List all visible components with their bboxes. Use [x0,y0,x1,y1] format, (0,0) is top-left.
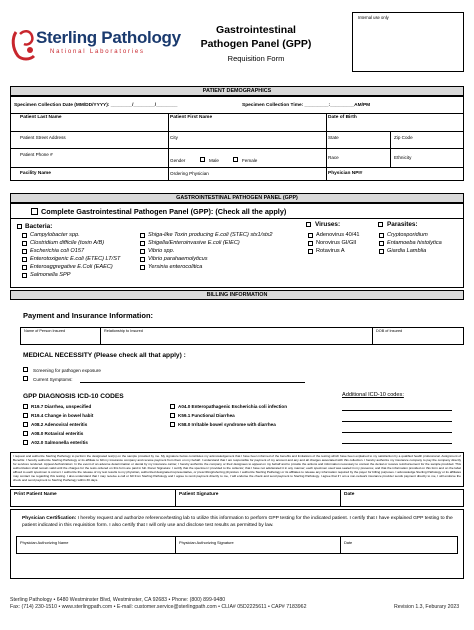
icd-code-label: A02.0 Salmonella enteritis [31,440,88,445]
icd-code-label: K58.0 Irritable bowel syndrome with diarrhea [178,422,276,427]
gpp-parasites-checkbox[interactable] [379,233,384,238]
bacteria-title: Bacteria: [25,223,53,230]
race-field[interactable]: Race [328,155,339,160]
phone-field[interactable]: Patient Phone # [20,152,53,157]
icd-checkbox[interactable] [23,431,28,436]
payment-title: Payment and Insurance Information: [23,311,154,320]
insured-name-field[interactable]: Name of Person Insured [24,329,66,333]
collection-date-field[interactable]: Specimen Collection Date (MM/DD/YYYY): ________/________/________ [14,103,178,108]
gpp-bacteria2-label: Vibrio parahaemolyticus [148,256,208,262]
page-title-line2: Pathogen Panel (GPP) [200,38,312,50]
logo [10,26,185,66]
additional-icd-line-4[interactable] [342,443,452,444]
physician-npi-field[interactable]: Physician NPI# [328,171,363,176]
gpp-bacteria2-label: Vibrio spp. [148,248,175,254]
gpp-bacteria-checkbox[interactable] [22,249,27,254]
patient-demographics-header: PATIENT DEMOGRAPHICS [10,86,464,96]
parasites-title: Parasites: [387,221,418,228]
icd-code-label: R19.7 Diarrhea, unspecified [31,404,92,409]
patient-signature-field[interactable]: Patient Signature [179,492,219,497]
gpp-viruses-checkbox[interactable] [308,249,313,254]
gpp-parasites-label: Giardia Lamblia [387,248,427,254]
legal-text: I request and authorize Sterling Pathology to perform the designated test(s) on the sample provided by me. My signature below constitutes my acknowledgement that I have been informed of the benefits and limitations of the testing which have been explained to my satisfaction by a qualified health professional. Assignment of Benefits: I hereby authorize Sterling Pathology or its affiliate to bill my insurance company and receive payment from them on my behalf. I understand that I am responsible for payment of my account and any and all charges associated with this collection. I hereby authorize my insurance company to pay the company directly for services rendered. Appeal Authorization: In the event of an adverse determination or denial by my insurance carrier, I hereby authorize the company or their designees to appeal on my behalf and to provide the actions and information necessary to contest the denial or receive reimbursement for the sample provided. This authorization shall remain valid until the charges for the tests ordered on this form are paid in full. Donor Signature: I certify that the specimen I provided to the collector; that I have not adulterated it in any manner; each specimen used was sealed in my presence; and that the information provided on this form and on the label affixed to each specimen is correct. I authorize the release of my test results to my physician, authorized designated representative, or prescribing/referring physician. I authorize Sterling Pathology or its affiliates to release any information required by the payer for billing purposes. I acknowledge Sterling Pathology or its affiliates may contact me regarding this testing. I also understand that I may receive a call or bill from Sterling Pathology and I agree to remit payment directly to me, I will endorse the check and send payment to Sterling Pathology. I agree that if I am a non-network insurance provider sends payment directly to me, I will endorse the check and send payment to Sterling Pathology within 30 days. [13,454,461,483]
gpp-viruses-label: Rotavirus A [316,248,345,254]
icd-checkbox[interactable] [170,422,175,427]
gpp-parasites-label: Entamoeba histolytica [387,240,442,246]
certification-body: I hereby request and authorize reference/testing lab to utilize this information to perform GPP testing for the indicated patient. I certify that I have explained GPP testing to the patient indicated in this requisition form. I also certify that I will only use and disclose test results as permitted by law. [22,516,453,528]
complete-gpp-checkbox[interactable] [31,208,38,215]
gpp-viruses-label: Adenovirus 40/41 [316,232,360,238]
print-patient-name-field[interactable]: Print Patient Name [14,492,57,497]
medical-necessity-title: MEDICAL NECESSITY (Please check all that apply) : [23,352,186,359]
dob-field[interactable]: Date of Birth [328,115,357,120]
gpp-bacteria-checkbox[interactable] [22,273,27,278]
bacteria-checkbox[interactable] [17,224,22,229]
gpp-bacteria-label: Enterotoxigenic E.coli (ETEC) LT/ST [30,256,121,262]
gpp-parasites-checkbox[interactable] [379,249,384,254]
viruses-checkbox[interactable] [306,222,311,227]
icd-checkbox[interactable] [170,404,175,409]
gpp-bacteria-label: Campylobacter spp. [30,232,80,238]
additional-icd-label: Additional ICD-10 codes: [342,392,404,398]
icd-code-label: R19.4 Change in bowel habit [31,413,94,418]
first-name-field[interactable]: Patient First Name [170,115,213,120]
viruses-title: Viruses: [315,221,341,228]
gpp-bacteria-label: Enteroaggregative E.Coli (EAEC) [30,264,113,270]
male-checkbox[interactable] [200,157,205,162]
icd-checkbox[interactable] [23,413,28,418]
gpp-parasites-checkbox[interactable] [379,241,384,246]
page-subtitle: Requisition Form [227,54,285,63]
gpp-viruses-checkbox[interactable] [308,241,313,246]
page-title: Gastrointestinal [216,24,296,36]
logo-name: Sterling Pathology [36,28,181,47]
physician-date-field[interactable]: Date [344,540,353,545]
state-field[interactable]: State [328,135,339,140]
symptoms-checkbox[interactable] [23,376,28,381]
icd-checkbox[interactable] [23,404,28,409]
icd-code-label: A04.0 Enteropathagenic Escherichia coli infection [178,404,288,409]
last-name-field[interactable]: Patient Last Name [20,115,62,120]
gpp-bacteria-label: Clostridium difficile (toxin A/B) [30,240,105,246]
icd-checkbox[interactable] [23,440,28,445]
gpp-parasites-label: Cryptosporidium [387,232,428,238]
gpp-viruses-label: Norovirus GI/GII [316,240,357,246]
symptoms-label: Current Symptoms: [33,377,73,382]
gpp-bacteria-checkbox[interactable] [22,241,27,246]
insured-dob-field[interactable]: DOB of Insured [376,329,403,333]
ethnicity-field[interactable]: Ethnicity [394,155,412,160]
physician-certification-text [22,515,456,529]
internal-use-box [352,12,464,72]
male-label: Male [209,158,219,163]
screening-label: Screening for pathogen exposure [33,368,101,373]
parasites-checkbox[interactable] [378,222,383,227]
gpp-bacteria-label: Salmonella SPP [30,272,71,278]
gpp-bacteria2-checkbox[interactable] [140,257,145,262]
collection-time-field[interactable]: Specimen Collection Time: _________:_________AM/PM [242,103,371,108]
physician-name-field[interactable]: Physician Authorizing Name [20,540,69,545]
additional-icd-line-3[interactable] [342,432,452,433]
ordering-physician-field[interactable]: Ordering Physician [170,171,209,176]
internal-use-label: Internal use only [358,15,389,20]
physician-signature-field[interactable]: Physician Authorizing Signature [179,540,234,545]
gpp-viruses-checkbox[interactable] [308,233,313,238]
physician-signature-table [16,536,458,554]
additional-icd-line-2[interactable] [342,421,452,422]
female-checkbox[interactable] [233,157,238,162]
gpp-bacteria-checkbox[interactable] [22,257,27,262]
gpp-bacteria2-label: Shiga-like Toxin producing E.coli (STEC) stx1/stx2 [148,232,273,238]
icd-checkbox[interactable] [170,413,175,418]
certification-label: Physician Certification: [22,516,77,521]
gpp-bacteria2-checkbox[interactable] [140,241,145,246]
icd-code-label: A08.0 Rotaviral enteritis [31,431,84,436]
patient-date-field[interactable]: Date [344,492,355,497]
gpp-bacteria2-checkbox[interactable] [140,265,145,270]
footer-revision: Revision 1.3, Feburary 2023 [394,604,460,610]
gpp-bacteria2-label: Yersinia enterocolitica [148,264,203,270]
logo-tagline: National Laboratories [50,49,145,55]
icd-title: GPP DIAGNOSIS ICD-10 CODES [23,393,124,400]
additional-icd-line-1[interactable] [342,410,452,411]
footer-contact: Fax: (714) 230-1510 • www.sterlingpath.com • E-mail: customer.service@sterlingpath.com • CLIA# 05D2225611 • CAP# 7183962 [10,604,307,610]
facility-field[interactable]: Facility Name [20,171,51,176]
patient-signature-table [10,489,464,507]
gpp-header: GASTROINTESTINAL PATHOGEN PANEL (GPP) [10,193,464,203]
female-label: Female [242,158,258,163]
gpp-bacteria-label: Escherichia coli O157 [30,248,85,254]
city-field[interactable]: City [170,135,178,140]
gpp-bacteria2-checkbox[interactable] [140,233,145,238]
screening-checkbox[interactable] [23,367,28,372]
billing-header: BILLING INFORMATION [10,290,464,300]
zip-field[interactable]: Zip Code [394,135,413,140]
icd-checkbox[interactable] [23,422,28,427]
street-field[interactable]: Patient Street Address [20,135,66,140]
gender-label: Gender [170,158,186,163]
gpp-bacteria-checkbox[interactable] [22,265,27,270]
footer-address: Sterling Pathology • 6480 Westminster Blvd, Westminster, CA 92683 • Phone: (800) 899-9480 [10,597,226,603]
gpp-bacteria-checkbox[interactable] [22,233,27,238]
symptoms-line[interactable] [80,382,305,383]
relationship-field[interactable]: Relationship to Insured [104,329,143,333]
gpp-bacteria2-checkbox[interactable] [140,249,145,254]
icd-code-label: A08.2 Adenoviral enteritis [31,422,88,427]
gpp-bacteria2-label: Shigella/Enteroinvasive E.coli (EIEC) [148,240,240,246]
icd-code-label: K59.1 Functional Diarrhea [178,413,235,418]
complete-gpp-label: Complete Gastrointestinal Pathogen Panel (GPP): (Check all the apply) [41,207,287,216]
